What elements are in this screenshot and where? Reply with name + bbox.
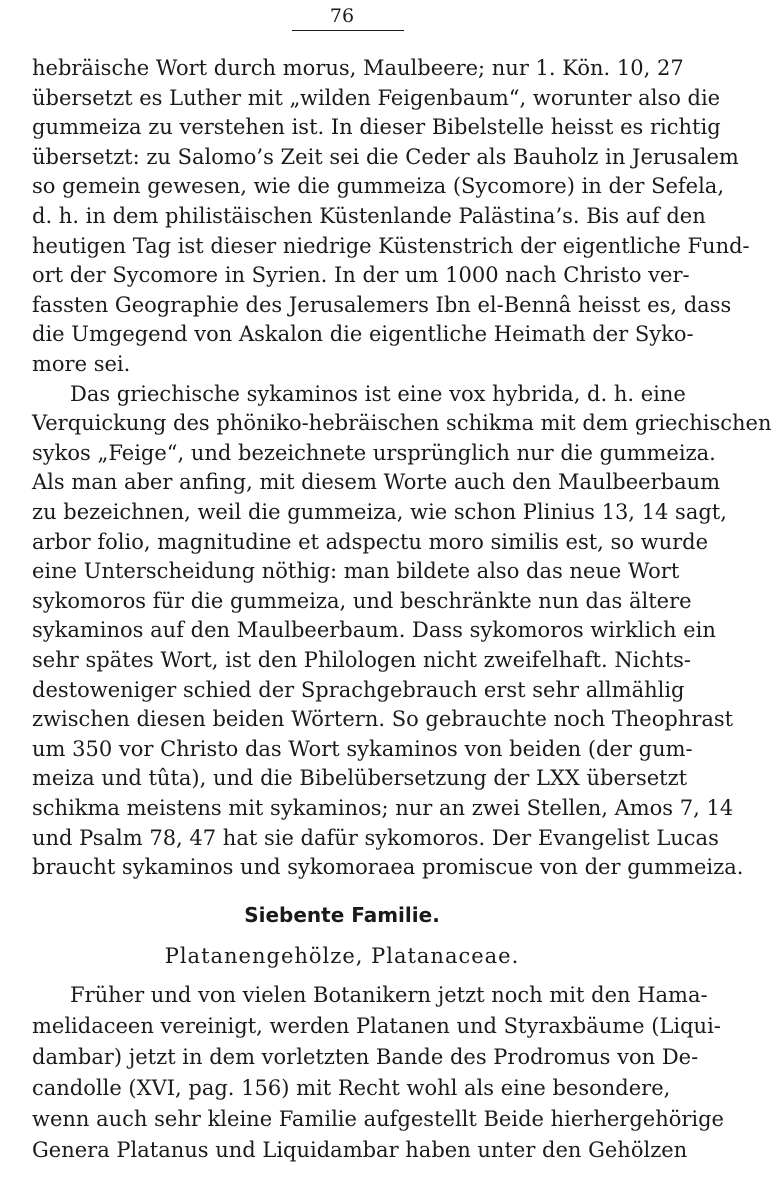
paragraph2-line-15: schikma meistens mit sykaminos; nur an zwei Stellen, Amos 7, 14: [32, 796, 734, 820]
page-number-rule: [292, 30, 404, 31]
paragraph2-line-7: eine Unterscheidung nöthig: man bildete also das neue Wort: [32, 559, 680, 584]
page-number: 76: [329, 5, 355, 27]
paragraph1-line-2: übersetzt es Luther mit „wilden Feigenbaum“, worunter also die: [32, 85, 721, 110]
paragraph2-line-1: Das griechische sykaminos ist eine vox hybrida, d. h. eine: [70, 381, 686, 406]
paragraph1-line-6: d. h. in dem philistäischen Küstenlande Palästina’s. Bis auf den: [32, 204, 706, 228]
paragraph2-line-4: Als man aber anfing, mit diesem Worte auch den Maulbeerbaum: [32, 470, 721, 495]
paragraph1-line-11: more sei.: [32, 352, 131, 376]
paragraph2-line-10: sehr spätes Wort, ist den Philologen nicht zweifelhaft. Nichts-: [32, 648, 692, 672]
paragraph1-line-4: übersetzt: zu Salomo’s Zeit sei die Ceder als Bauholz in Jerusalem: [32, 144, 739, 169]
paragraph1-line-3: gummeiza zu verstehen ist. In dieser Bibelstelle heisst es richtig: [32, 115, 721, 140]
paragraph1-line-10: die Umgegend von Askalon die eigentliche Heimath der Syko-: [32, 322, 694, 347]
paragraph1-line-7: heutigen Tag ist dieser niedrige Küstenstrich der eigentliche Fund-: [32, 233, 750, 258]
paragraph3-line-4: candolle (XVI, pag. 156) mit Recht wohl als eine besondere,: [32, 1076, 671, 1100]
paragraph2-line-11: destoweniger schied der Sprachgebrauch erst sehr allmählig: [32, 677, 685, 702]
paragraph1-line-1: hebräische Wort durch morus, Maulbeere; nur 1. Kön. 10, 27: [32, 56, 684, 80]
paragraph2-line-12: zwischen diesen beiden Wörtern. So gebrauchte noch Theophrast: [32, 707, 734, 732]
paragraph2-line-16: und Psalm 78, 47 hat sie dafür sykomoros. Der Evangelist Lucas: [32, 825, 719, 850]
section-subtitle: Platanengehölze, Platanaceae.: [164, 944, 520, 968]
paragraph3-line-5: wenn auch sehr kleine Familie aufgestellt Beide hierhergehörige: [32, 1107, 724, 1131]
paragraph2-line-2: Verquickung des phöniko-hebräischen schikma mit dem griechischen: [32, 411, 772, 436]
paragraph3-line-3: dambar) jetzt in dem vorletzten Bande des Prodromus von De-: [32, 1045, 699, 1069]
paragraph3-line-6: Genera Platanus und Liquidambar haben unter den Gehölzen: [32, 1138, 688, 1162]
paragraph2-line-5: zu bezeichnen, weil die gummeiza, wie schon Plinius 13, 14 sagt,: [32, 500, 727, 524]
paragraph2-line-8: sykomoros für die gummeiza, und beschränkte nun das ältere: [32, 588, 692, 613]
paragraph2-line-13: um 350 vor Christo das Wort sykaminos von beiden (der gum-: [32, 736, 693, 761]
paragraph1-line-8: ort der Sycomore in Syrien. In der um 1000 nach Christo ver-: [32, 263, 690, 288]
paragraph1-line-5: so gemein gewesen, wie die gummeiza (Sycomore) in der Sefela,: [32, 174, 724, 199]
section-family-title: Siebente Familie.: [244, 903, 440, 927]
paragraph2-line-6: arbor folio, magnitudine et adspectu moro similis est, so wurde: [32, 529, 709, 554]
paragraph1-line-9: fassten Geographie des Jerusalemers Ibn el-Bennâ heisst es, dass: [32, 292, 732, 317]
paragraph3-line-1: Früher und von vielen Botanikern jetzt noch mit den Hama-: [70, 983, 708, 1007]
paragraph3-line-2: melidaceen vereinigt, werden Platanen und Styraxbäume (Liqui-: [32, 1014, 721, 1038]
paragraph2-line-17: braucht sykaminos und sykomoraea promiscue von der gummeiza.: [32, 855, 744, 880]
paragraph2-line-9: sykaminos auf den Maulbeerbaum. Dass sykomoros wirklich ein: [32, 618, 716, 643]
paragraph2-line-3: sykos „Feige“, und bezeichnete ursprünglich nur die gummeiza.: [32, 440, 716, 465]
paragraph2-line-14: meiza und tûta), und die Bibelübersetzung der LXX übersetzt: [32, 766, 688, 791]
